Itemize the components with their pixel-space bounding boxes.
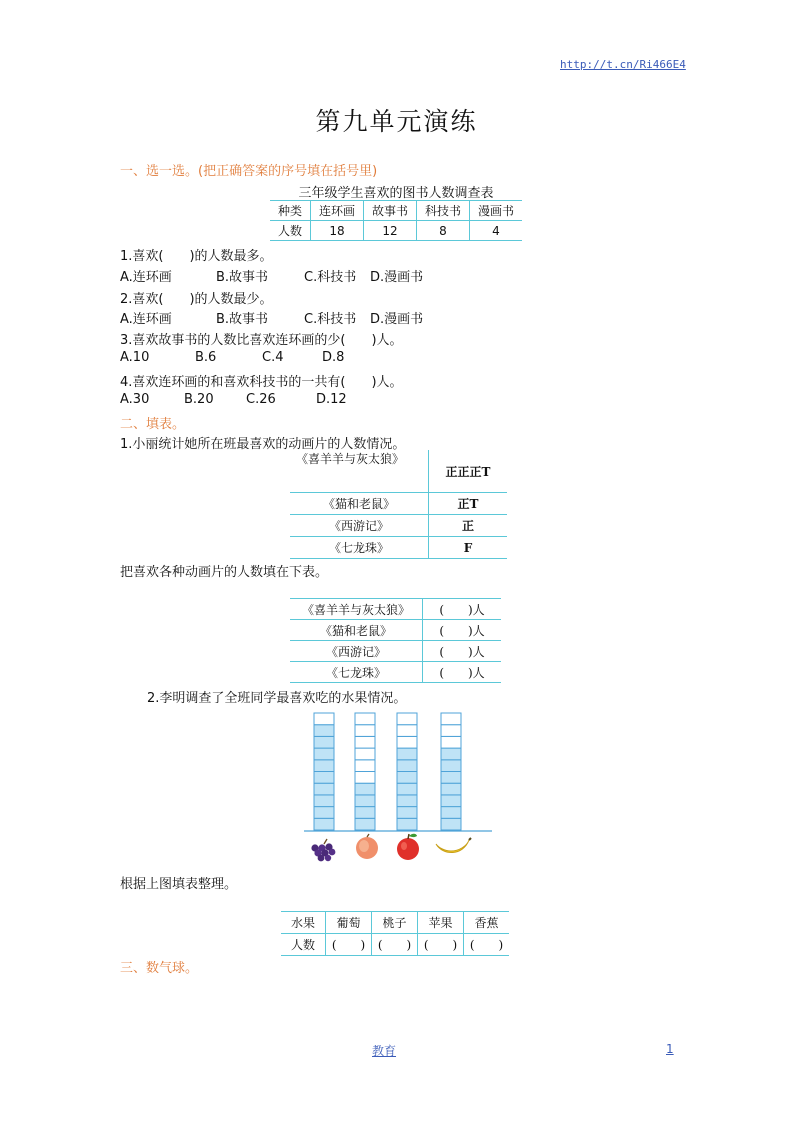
fruit-header-label: 水果 (281, 912, 326, 934)
section2-q2-text: 2.李明调查了全班同学最喜欢吃的水果情况。 (147, 691, 407, 706)
option: B.6 (195, 350, 217, 365)
fruit-count-blank[interactable]: ( ) (326, 934, 372, 956)
survey-header-count: 人数 (270, 221, 311, 241)
bar-cell-filled (441, 760, 461, 772)
bar-cell-filled (397, 818, 417, 830)
fruit-table (281, 911, 509, 956)
tally-name: 《西游记》 (290, 515, 429, 537)
apple-icon (397, 834, 419, 860)
after-chart-text: 根据上图填表整理。 (120, 877, 238, 892)
fill-instruction: 把喜欢各种动画片的人数填在下表。 (120, 565, 329, 580)
bar-cell-filled (397, 760, 417, 772)
bar-cell-filled (355, 795, 375, 807)
bar-cell-empty (355, 713, 375, 725)
bar-cell-empty (441, 713, 461, 725)
fruit-count-blank[interactable]: ( ) (372, 934, 418, 956)
footer-link[interactable]: 教育 (372, 1044, 397, 1058)
tally-marks: F (429, 537, 508, 559)
fill-name: 《喜羊羊与灰太狼》 (290, 599, 423, 620)
option: D.12 (316, 392, 347, 407)
bar-cell-empty (355, 772, 375, 784)
option: A.30 (120, 392, 150, 407)
survey-table (270, 200, 522, 241)
tally-marks: 正 (429, 515, 508, 537)
fill-name: 《西游记》 (290, 641, 423, 662)
survey-category: 漫画书 (470, 201, 523, 221)
survey-header-type: 种类 (270, 201, 311, 221)
fill-blank[interactable]: ( )人 (423, 662, 502, 683)
bar-cell-empty (314, 713, 334, 725)
question-2: 2.喜欢( )的人数最少。 (120, 292, 273, 307)
page-title: 第九单元演练 (315, 107, 478, 136)
bar-cell-filled (314, 760, 334, 772)
question-3: 3.喜欢故事书的人数比喜欢连环画的少( )人。 (120, 333, 403, 348)
bar-cell-filled (314, 795, 334, 807)
option: D.漫画书 (370, 312, 424, 327)
bar-cell-filled (397, 795, 417, 807)
survey-count: 8 (417, 221, 470, 241)
bar-cell-filled (314, 725, 334, 737)
survey-caption: 三年级学生喜欢的图书人数调查表 (298, 186, 494, 201)
bar-cell-filled (314, 748, 334, 760)
bar-cell-filled (355, 807, 375, 819)
section2-q1-text: 1.小丽统计她所在班最喜欢的动画片的人数情况。 (120, 437, 406, 452)
bar-cell-filled (355, 783, 375, 795)
bar-cell-empty (397, 736, 417, 748)
survey-count: 12 (364, 221, 417, 241)
option: A.连环画 (120, 270, 172, 285)
question-3-options (120, 350, 344, 365)
bar-cell-filled (441, 748, 461, 760)
survey-count: 18 (311, 221, 364, 241)
bar-cell-filled (441, 772, 461, 784)
fruit-chart (298, 708, 498, 868)
tally-marks: 正T (429, 493, 508, 515)
option: B.故事书 (216, 312, 269, 327)
fruit-name: 香蕉 (464, 912, 510, 934)
bar-cell-empty (397, 713, 417, 725)
fruit-count-label: 人数 (281, 934, 326, 956)
option: C.科技书 (304, 270, 357, 285)
fill-table (290, 598, 501, 683)
fruit-name: 苹果 (418, 912, 464, 934)
question-2-options (120, 308, 423, 327)
option: B.20 (184, 392, 214, 407)
banana-icon (436, 838, 471, 853)
fruit-count-blank[interactable]: ( ) (464, 934, 510, 956)
peach-icon (356, 834, 378, 859)
bar-cell-empty (355, 760, 375, 772)
question-1: 1.喜欢( )的人数最多。 (120, 249, 273, 264)
bar-cell-filled (441, 795, 461, 807)
bar-cell-empty (441, 736, 461, 748)
fill-name: 《七龙珠》 (290, 662, 423, 683)
page-number: 1 (666, 1042, 674, 1056)
option: A.10 (120, 350, 150, 365)
bar-cell-filled (314, 736, 334, 748)
question-4-options (120, 392, 347, 407)
option: C.4 (262, 350, 284, 365)
question-4: 4.喜欢连环画的和喜欢科技书的一共有( )人。 (120, 375, 403, 390)
section2-heading: 二、填表。 (120, 417, 186, 432)
tally-marks: 正正正T (429, 450, 508, 493)
section3-heading: 三、数气球。 (120, 961, 199, 976)
fill-blank[interactable]: ( )人 (423, 599, 502, 620)
bar-cell-filled (355, 818, 375, 830)
option: D.漫画书 (370, 270, 424, 285)
option: C.科技书 (304, 312, 357, 327)
tally-name: 《七龙珠》 (290, 537, 429, 559)
fruit-name: 桃子 (372, 912, 418, 934)
tally-name: 《喜羊羊与灰太狼》 (290, 450, 429, 493)
bar-cell-empty (355, 725, 375, 737)
bar-cell-empty (355, 736, 375, 748)
bar-cell-filled (441, 783, 461, 795)
bar-cell-empty (441, 725, 461, 737)
bar-cell-filled (314, 807, 334, 819)
bar-cell-filled (314, 783, 334, 795)
bar-cell-filled (397, 748, 417, 760)
bar-cell-filled (441, 818, 461, 830)
survey-count: 4 (470, 221, 523, 241)
bar-cell-filled (397, 783, 417, 795)
tally-name: 《猫和老鼠》 (290, 493, 429, 515)
survey-category: 故事书 (364, 201, 417, 221)
question-1-options (120, 266, 423, 285)
source-url-link[interactable]: http://t.cn/Ri466E4 (560, 58, 686, 71)
fill-name: 《猫和老鼠》 (290, 620, 423, 641)
bar-cell-filled (441, 807, 461, 819)
option: D.8 (322, 350, 345, 365)
survey-category: 连环画 (311, 201, 364, 221)
fruit-count-blank[interactable]: ( ) (418, 934, 464, 956)
fill-blank[interactable]: ( )人 (423, 620, 502, 641)
option: A.连环画 (120, 312, 172, 327)
fruit-name: 葡萄 (326, 912, 372, 934)
bar-cell-filled (314, 818, 334, 830)
bar-cell-empty (355, 748, 375, 760)
grapes-icon (311, 839, 335, 861)
bar-cell-filled (397, 807, 417, 819)
bar-cell-filled (397, 772, 417, 784)
survey-category: 科技书 (417, 201, 470, 221)
option: B.故事书 (216, 270, 269, 285)
bar-cell-filled (314, 772, 334, 784)
option: C.26 (246, 392, 276, 407)
bar-cell-empty (397, 725, 417, 737)
tally-table (290, 450, 507, 559)
section1-heading: 一、选一选。(把正确答案的序号填在括号里) (120, 164, 378, 179)
fill-blank[interactable]: ( )人 (423, 641, 502, 662)
